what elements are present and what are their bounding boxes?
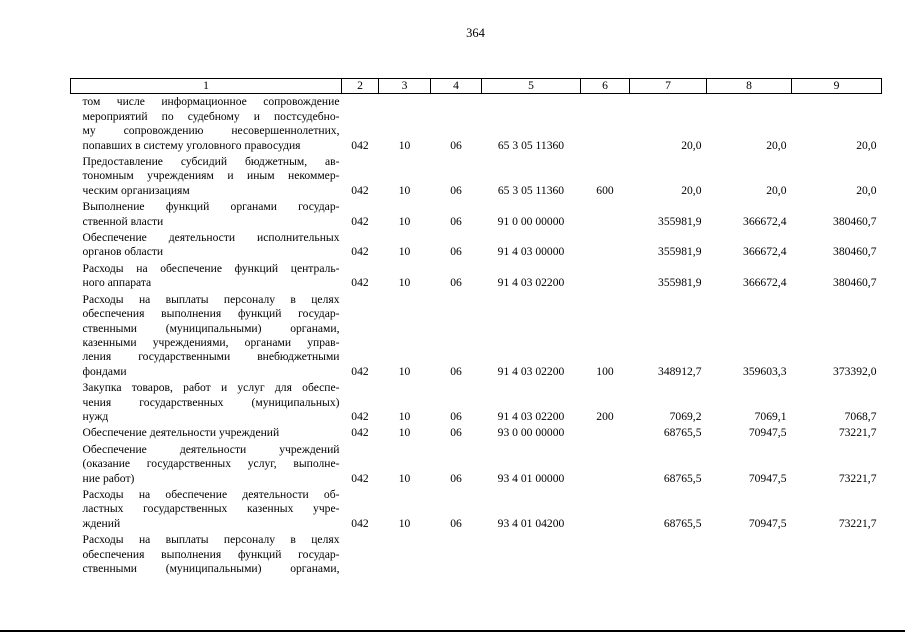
column-header: 5 xyxy=(482,79,581,94)
description-line: ческим организациям xyxy=(82,183,190,197)
description-line: Обеспечение деятельности исполнительных xyxy=(82,231,340,245)
target-article-code: 93 4 01 04200 xyxy=(497,516,565,530)
description-line: Предоставление субсидий бюджетным, ав- xyxy=(82,155,340,169)
subsection-code: 06 xyxy=(450,364,462,378)
description-line: ластных государственных казенных учре- xyxy=(82,502,340,516)
section-code xyxy=(379,532,431,577)
amount-year3: 73221,7 xyxy=(838,426,877,440)
page-number: 364 xyxy=(466,26,485,40)
description-line: ственными (муниципальными) органами, xyxy=(82,562,340,575)
description-line: ние работ) xyxy=(82,471,135,485)
grbs-code: 042 xyxy=(351,276,369,290)
amount-year3: 380460,7 xyxy=(833,245,877,259)
amount-year2: 70947,5 xyxy=(748,426,787,440)
table-row xyxy=(71,199,882,230)
description-line: органов области xyxy=(82,245,164,259)
row-description xyxy=(71,94,342,154)
amount-year3: 73221,7 xyxy=(838,516,877,530)
column-header: 3 xyxy=(379,79,431,94)
table-row xyxy=(71,94,882,154)
target-article-code: 65 3 05 11360 xyxy=(497,138,565,152)
row-description xyxy=(71,292,342,380)
subsection-code: 06 xyxy=(450,409,462,423)
row-description xyxy=(71,380,342,425)
grbs-code xyxy=(342,532,379,577)
row-description xyxy=(71,230,342,261)
description-line: нужд xyxy=(82,409,109,423)
section-code: 10 xyxy=(398,516,411,530)
expense-type-code xyxy=(581,230,630,261)
column-header: 6 xyxy=(581,79,630,94)
amount-year2: 359603,3 xyxy=(743,364,787,378)
expense-type-code xyxy=(581,425,630,441)
description-line: Расходы на выплаты персоналу в целях xyxy=(82,533,340,547)
row-description xyxy=(71,487,342,532)
expense-type-code: 100 xyxy=(596,364,614,378)
amount-year2: 366672,4 xyxy=(743,214,787,228)
description-line: Закупка товаров, работ и услуг для обеспе- xyxy=(82,381,340,395)
column-header: 8 xyxy=(707,79,792,94)
description-line: ственной власти xyxy=(82,214,164,228)
target-article-code: 91 0 00 00000 xyxy=(497,214,565,228)
subsection-code: 06 xyxy=(450,516,462,530)
section-code: 10 xyxy=(398,276,411,290)
description-line: фондами xyxy=(82,364,127,378)
target-article-code: 93 0 00 00000 xyxy=(497,426,565,440)
section-code: 10 xyxy=(398,426,411,440)
row-description xyxy=(71,442,342,487)
expense-type-code: 600 xyxy=(596,183,614,197)
expense-type-code xyxy=(581,261,630,292)
subsection-code: 06 xyxy=(450,138,462,152)
description-line: ного аппарата xyxy=(82,276,152,290)
table-row xyxy=(71,425,882,441)
row-description xyxy=(71,425,342,441)
amount-year1: 20,0 xyxy=(681,138,702,152)
amount-year3: 380460,7 xyxy=(833,214,877,228)
subsection-code: 06 xyxy=(450,276,462,290)
column-header: 4 xyxy=(431,79,482,94)
expense-type-code: 200 xyxy=(596,409,614,423)
description-line: (оказание государственных услуг, выполне- xyxy=(82,457,340,471)
grbs-code: 042 xyxy=(351,364,369,378)
description-line: Обеспечение деятельности учреждений xyxy=(82,426,280,440)
amount-year1: 348912,7 xyxy=(658,364,702,378)
amount-year1: 355981,9 xyxy=(658,276,702,290)
description-line: ственными (муниципальными) органами, xyxy=(82,321,340,335)
description-line: ждений xyxy=(82,516,121,530)
amount-year3: 20,0 xyxy=(856,138,877,152)
column-header: 2 xyxy=(342,79,379,94)
amount-year2: 366672,4 xyxy=(743,245,787,259)
grbs-code: 042 xyxy=(351,245,369,259)
section-code: 10 xyxy=(398,138,411,152)
target-article-code xyxy=(482,532,581,577)
description-line: мероприятий по судебному и постсудебно- xyxy=(82,109,340,123)
subsection-code: 06 xyxy=(450,471,462,485)
expense-type-code xyxy=(581,532,630,577)
description-line: чения государственных (муниципальных) xyxy=(82,395,340,409)
description-line: тономным учреждениям и иным некоммер- xyxy=(82,169,340,183)
grbs-code: 042 xyxy=(351,426,369,440)
target-article-code: 91 4 03 02200 xyxy=(497,276,565,290)
section-code: 10 xyxy=(398,245,411,259)
amount-year2: 366672,4 xyxy=(743,276,787,290)
amount-year2: 70947,5 xyxy=(748,516,787,530)
description-line: попавших в систему уголовного правосудия xyxy=(82,138,301,152)
expense-type-code xyxy=(581,199,630,230)
table-row xyxy=(71,532,882,577)
column-header: 7 xyxy=(630,79,707,94)
description-line: Выполнение функций органами государ- xyxy=(82,200,340,214)
target-article-code: 91 4 03 02200 xyxy=(497,409,565,423)
budget-table xyxy=(70,78,882,577)
subsection-code: 06 xyxy=(450,245,462,259)
grbs-code: 042 xyxy=(351,214,369,228)
row-description xyxy=(71,154,342,199)
table-row xyxy=(71,487,882,532)
section-code: 10 xyxy=(398,214,411,228)
grbs-code: 042 xyxy=(351,183,369,197)
table-row xyxy=(71,230,882,261)
grbs-code: 042 xyxy=(351,471,369,485)
subsection-code: 06 xyxy=(450,183,462,197)
amount-year2: 7069,1 xyxy=(754,409,787,423)
amount-year3 xyxy=(792,532,882,577)
amount-year3: 380460,7 xyxy=(833,276,877,290)
row-description xyxy=(71,532,342,577)
description-line: Расходы на выплаты персоналу в целях xyxy=(82,292,340,306)
row-description xyxy=(71,261,342,292)
amount-year1: 68765,5 xyxy=(663,516,702,530)
description-line: Обеспечение деятельности учреждений xyxy=(82,442,340,456)
amount-year1: 7069,2 xyxy=(669,409,702,423)
amount-year2: 20,0 xyxy=(766,183,787,197)
column-header: 1 xyxy=(71,79,342,94)
description-line: Расходы на обеспечение деятельности об- xyxy=(82,487,340,501)
amount-year1: 20,0 xyxy=(681,183,702,197)
table-header xyxy=(71,79,882,94)
expense-type-code xyxy=(581,487,630,532)
subsection-code: 06 xyxy=(450,214,462,228)
amount-year3: 20,0 xyxy=(856,183,877,197)
amount-year2 xyxy=(707,532,792,577)
table-row xyxy=(71,261,882,292)
table-row xyxy=(71,380,882,425)
description-line: му сопровождению несовершеннолетних, xyxy=(82,124,340,138)
amount-year2: 20,0 xyxy=(766,138,787,152)
table-header-row xyxy=(71,79,882,94)
section-code: 10 xyxy=(398,471,411,485)
grbs-code: 042 xyxy=(351,138,369,152)
grbs-code: 042 xyxy=(351,516,369,530)
description-line: Расходы на обеспечение функций централь- xyxy=(82,261,340,275)
table-row xyxy=(71,442,882,487)
target-article-code: 91 4 03 00000 xyxy=(497,245,565,259)
amount-year1: 68765,5 xyxy=(663,426,702,440)
section-code: 10 xyxy=(398,183,411,197)
grbs-code: 042 xyxy=(351,409,369,423)
expense-type-code xyxy=(581,94,630,154)
section-code: 10 xyxy=(398,409,411,423)
amount-year2: 70947,5 xyxy=(748,471,787,485)
amount-year3: 373392,0 xyxy=(833,364,877,378)
description-line: обеспечения выполнения функций государ- xyxy=(82,547,340,561)
amount-year3: 73221,7 xyxy=(838,471,877,485)
amount-year1 xyxy=(630,532,707,577)
expense-type-code xyxy=(581,442,630,487)
table-row xyxy=(71,292,882,380)
amount-year1: 355981,9 xyxy=(658,214,702,228)
section-code: 10 xyxy=(398,364,411,378)
target-article-code: 91 4 03 02200 xyxy=(497,364,565,378)
subsection-code: 06 xyxy=(450,426,462,440)
target-article-code: 65 3 05 11360 xyxy=(497,183,565,197)
subsection-code xyxy=(431,532,482,577)
description-line: обеспечения выполнения функций государ- xyxy=(82,307,340,321)
amount-year3: 7068,7 xyxy=(844,409,877,423)
description-line: том числе информационное сопровождение xyxy=(82,95,340,109)
table-body xyxy=(71,94,882,578)
amount-year1: 355981,9 xyxy=(658,245,702,259)
target-article-code: 93 4 01 00000 xyxy=(497,471,565,485)
row-description xyxy=(71,199,342,230)
description-line: ления государственными внебюджетными xyxy=(82,350,340,364)
amount-year1: 68765,5 xyxy=(663,471,702,485)
page-bottom-rule xyxy=(0,630,905,632)
table-row xyxy=(71,154,882,199)
description-line: казенными учреждениями, органами управ- xyxy=(82,335,340,349)
column-header: 9 xyxy=(792,79,882,94)
